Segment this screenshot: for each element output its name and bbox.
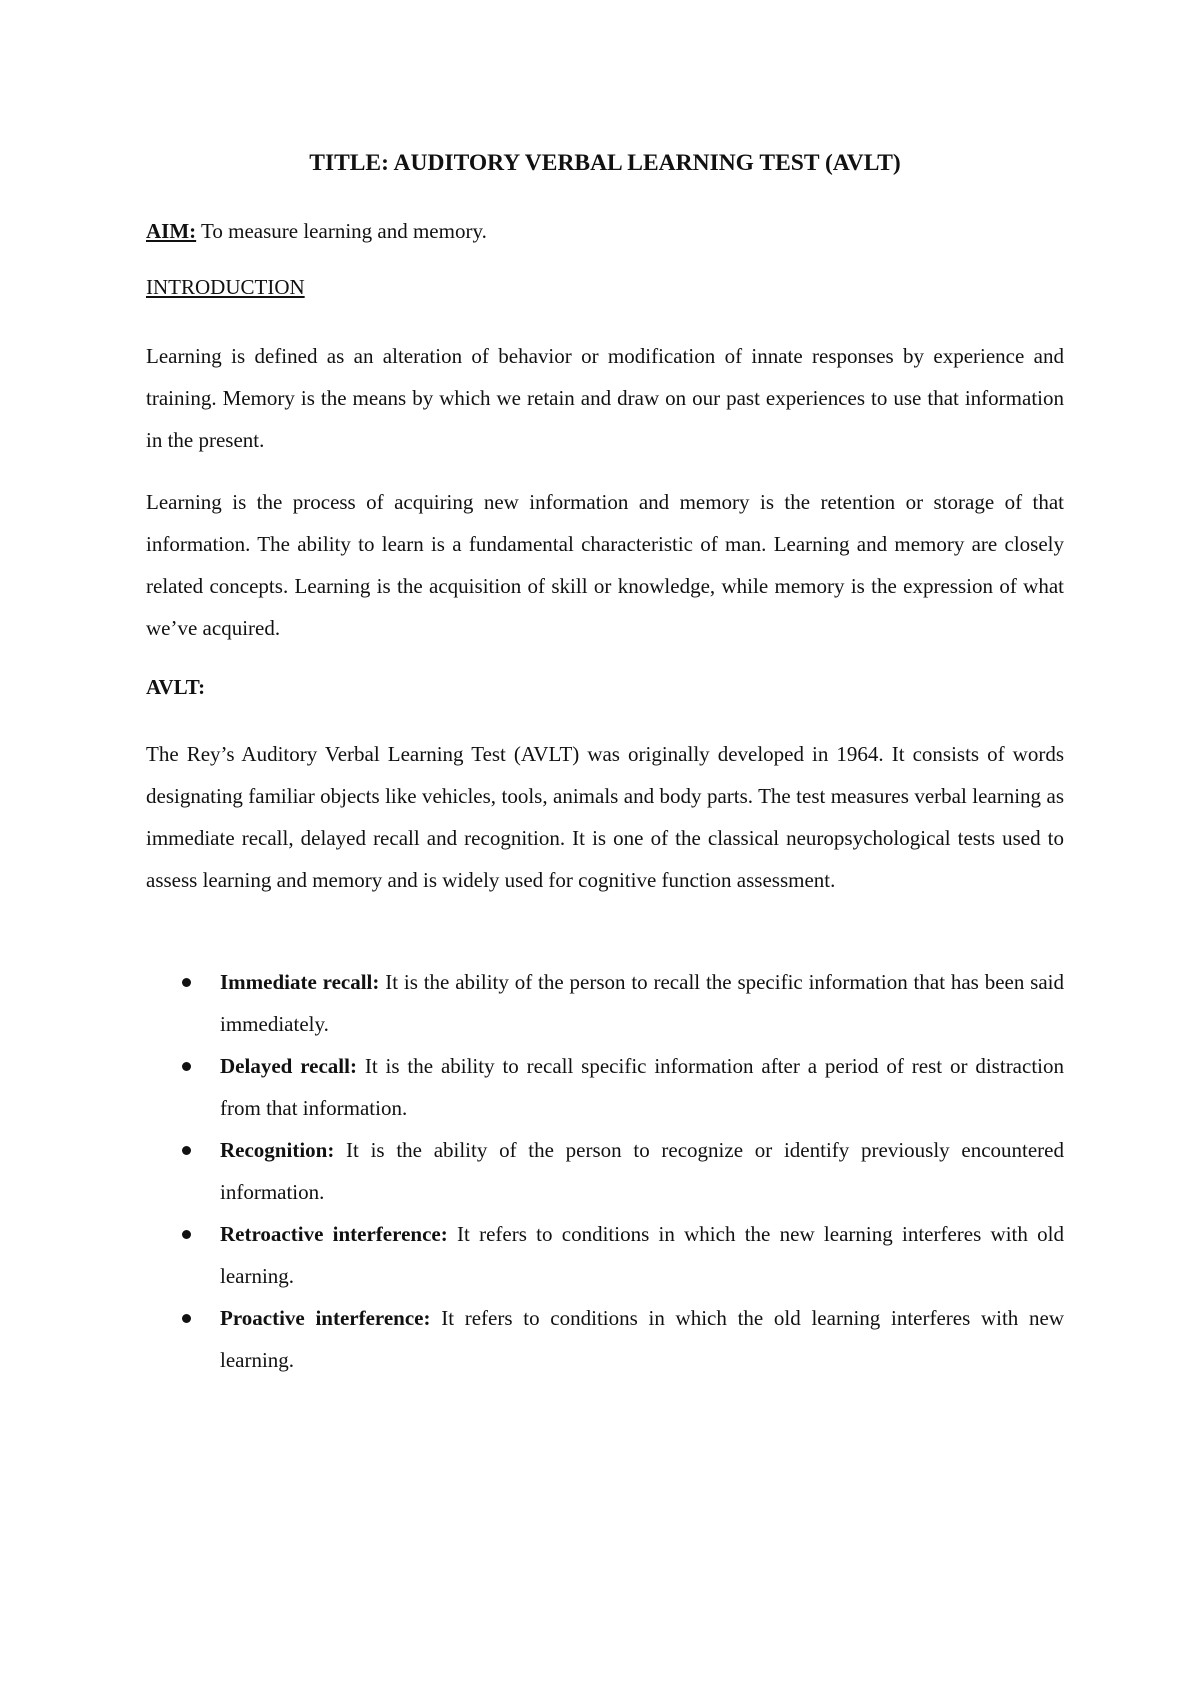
list-item-text: It is the ability of the person to recall the specific information that has been said immediately.	[220, 970, 1064, 1036]
introduction-heading: INTRODUCTION	[146, 275, 305, 299]
list-item-term: Immediate recall:	[220, 970, 380, 994]
list-item-text: It refers to conditions in which the new learning interferes with old learning.	[220, 1222, 1064, 1288]
introduction-paragraph-2: Learning is the process of acquiring new information and memory is the retention or storage of that information. The ability to learn is a fundamental characteristic of man. Learning and memory are closely related concepts. Learning is the acquisition of skill or knowledge, while memory is the expression of what we’ve acquired.	[146, 490, 1064, 640]
definitions-list	[146, 961, 1064, 1381]
list-item-proactive-interference	[146, 1297, 1064, 1381]
list-item-term: Delayed recall:	[220, 1054, 357, 1078]
avlt-heading: AVLT:	[146, 675, 206, 699]
avlt-paragraph: The Rey’s Auditory Verbal Learning Test (AVLT) was originally developed in 1964. It consists of words designating familiar objects like vehicles, tools, animals and body parts. The test measures verbal learning as immediate recall, delayed recall and recognition. It is one of the classical neuropsychological tests used to assess learning and memory and is widely used for cognitive function assessment.	[146, 742, 1064, 892]
list-item-recognition	[146, 1129, 1064, 1213]
aim-label: AIM:	[146, 219, 197, 243]
list-item-text: It refers to conditions in which the old learning interferes with new learning.	[220, 1306, 1065, 1372]
list-item-delayed-recall	[146, 1045, 1064, 1129]
aim-line	[146, 216, 1064, 246]
bullet-icon	[182, 1062, 191, 1071]
list-item-term: Recognition:	[220, 1138, 335, 1162]
introduction-paragraph-1: Learning is defined as an alteration of behavior or modification of innate responses by experience and training. Memory is the means by which we retain and draw on our past experiences to use that information in the present.	[146, 344, 1064, 452]
list-item-text: It is the ability of the person to recognize or identify previously encountered information.	[220, 1138, 1064, 1204]
list-item-text: It is the ability to recall specific information after a period of rest or distraction from that information.	[220, 1054, 1064, 1120]
list-item-retroactive-interference	[146, 1213, 1064, 1297]
aim-text: To measure learning and memory.	[196, 219, 487, 243]
list-item-term: Retroactive interference:	[220, 1222, 448, 1246]
bullet-icon	[182, 1146, 191, 1155]
bullet-icon	[182, 1230, 191, 1239]
bullet-icon	[182, 1314, 191, 1323]
list-item-term: Proactive interference:	[220, 1306, 431, 1330]
bullet-icon	[182, 978, 191, 987]
document-title: TITLE: AUDITORY VERBAL LEARNING TEST (AVLT)	[309, 150, 901, 176]
list-item-immediate-recall	[146, 961, 1064, 1045]
